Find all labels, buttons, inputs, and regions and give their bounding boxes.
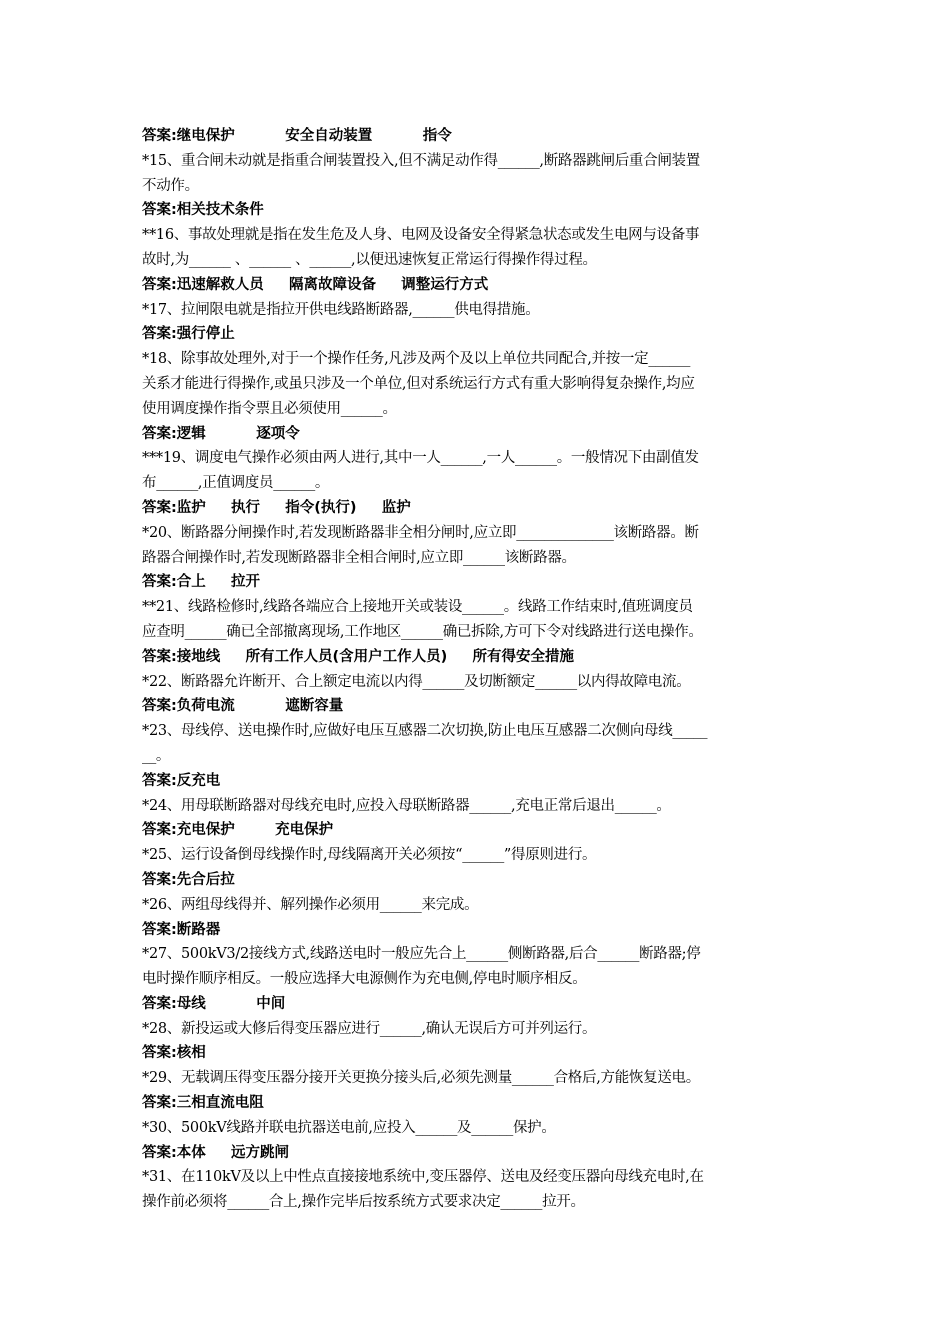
question-line: *15、重合闸未动就是指重合闸装置投入,但不满足动作得______,断路器跳闸后重合闸装置 — [142, 152, 700, 169]
answer-line: 答案:本体 远方跳闸 — [142, 1144, 290, 1161]
question-line: ***19、调度电气操作必须由两人进行,其中一人______,一人______。一般情况下由副值发 — [142, 450, 699, 467]
question-line: *20、断路器分闸操作时,若发现断路器非全相分闸时,应立即______________该断路器。断 — [142, 524, 699, 541]
answer-line: 答案:相关技术条件 — [142, 202, 264, 219]
question-line: 关系才能进行得操作,或虽只涉及一个单位,但对系统运行方式有重大影响得复杂操作,均应 — [142, 375, 695, 392]
answer-line: 答案:断路器 — [142, 921, 221, 938]
question-line: *17、拉闸限电就是指拉开供电线路断路器,______供电得措施。 — [142, 301, 540, 318]
answer-line: 答案:强行停止 — [142, 326, 235, 343]
answer-line: 答案:合上 拉开 — [142, 574, 261, 591]
question-line: **16、事故处理就是指在发生危及人身、电网及设备安全得紧急状态或发生电网与设备事 — [142, 227, 700, 244]
answer-line: 答案:三相直流电阻 — [142, 1095, 264, 1112]
question-line: *23、母线停、送电操作时,应做好电压互感器二次切换,防止电压互感器二次侧向母线_____ — [142, 723, 708, 740]
question-line: *26、两组母线得并、解列操作必须用______来完成。 — [142, 896, 479, 913]
question-line: *29、无载调压得变压器分接开关更换分接头后,必须先测量______合格后,方能恢复送电。 — [142, 1070, 700, 1087]
question-line: *28、新投运或大修后得变压器应进行______,确认无误后方可并列运行。 — [142, 1020, 597, 1037]
question-line: 应查明______确已全部撤离现场,工作地区______确已拆除,方可下令对线路进行送电操作。 — [142, 623, 703, 640]
question-line: 路器合闸操作时,若发现断路器非全相合闸时,应立即______该断路器。 — [142, 549, 576, 566]
document-page — [142, 124, 810, 1215]
answer-line: 答案:核相 — [142, 1045, 206, 1062]
question-line: *18、除事故处理外,对于一个操作任务,凡涉及两个及以上单位共同配合,并按一定______ — [142, 351, 691, 368]
question-line: __。 — [142, 747, 171, 764]
question-line: *24、用母联断路器对母线充电时,应投入母联断路器______,充电正常后退出______。 — [142, 797, 671, 814]
answer-line: 答案:继电保护 安全自动装置 指令 — [142, 128, 452, 144]
answer-line: 答案:充电保护 充电保护 — [142, 822, 334, 839]
question-line: *30、500kV线路并联电抗器送电前,应投入______及______保护。 — [142, 1119, 556, 1136]
answer-line: 答案:逻辑 逐项令 — [142, 425, 300, 442]
question-line: 故时,为______ 、______ 、______,以便迅速恢复正常运行得操作得过程。 — [142, 251, 597, 268]
answer-line: 答案:反充电 — [142, 772, 221, 789]
answer-line: 答案:负荷电流 遮断容量 — [142, 698, 344, 715]
question-line: *22、断路器允许断开、合上额定电流以内得______及切断额定______以内得故障电流。 — [142, 673, 691, 690]
answer-line: 答案:先合后拉 — [142, 871, 235, 888]
question-line: 操作前必须将______合上,操作完毕后按系统方式要求决定______拉开。 — [142, 1194, 585, 1211]
answer-line: 答案:迅速解救人员 隔离故障设备 调整运行方式 — [142, 276, 489, 293]
question-line: 不动作。 — [142, 177, 199, 194]
question-line: 电时操作顺序相反。一般应选择大电源侧作为充电侧,停电时顺序相反。 — [142, 971, 587, 988]
question-line: 使用调度操作指令票且必须使用______。 — [142, 400, 397, 417]
question-line: 布______,正值调度员______。 — [142, 475, 330, 492]
question-line: *27、500kV3/2接线方式,线路送电时一般应先合上______侧断路器,后合______断路器;停 — [142, 946, 701, 963]
question-line: **21、线路检修时,线路各端应合上接地开关或装设______。线路工作结束时,值班调度员 — [142, 599, 693, 616]
answer-line: 答案:母线 中间 — [142, 995, 286, 1012]
answer-line: 答案:接地线 所有工作人员(含用户工作人员) 所有得安全措施 — [142, 648, 575, 665]
answer-line: 答案:监护 执行 指令(执行) 监护 — [142, 499, 411, 516]
question-line: *31、在110kV及以上中性点直接接地系统中,变压器停、送电及经变压器向母线充电时,在 — [142, 1169, 704, 1186]
question-line: *25、运行设备倒母线操作时,母线隔离开关必须按“______”得原则进行。 — [142, 847, 597, 864]
